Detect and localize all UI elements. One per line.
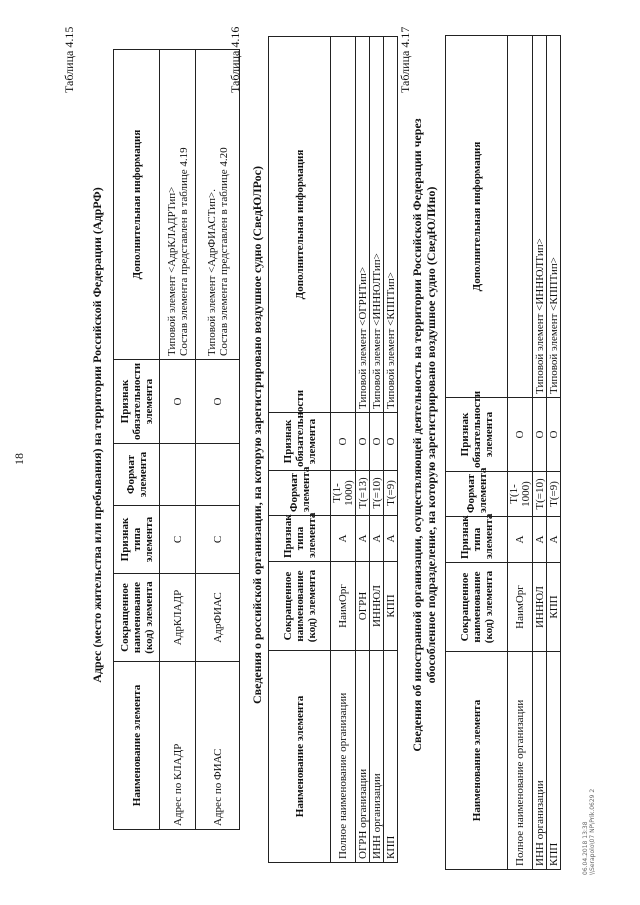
cell: ИНН организации xyxy=(370,651,384,863)
cell: О xyxy=(160,360,196,444)
table-416-caption: Сведения о российской организации, на которую зарегистрировано воздушное судно (СведЮЛРос) xyxy=(250,166,264,704)
table-417 xyxy=(445,35,561,870)
cell xyxy=(196,444,240,506)
table-row xyxy=(384,37,398,863)
table-row xyxy=(533,36,547,870)
cell: А xyxy=(547,517,561,563)
header-cell: Сокращенное наименование (код) элемента xyxy=(269,562,331,651)
cell: А xyxy=(384,516,398,562)
table-row xyxy=(370,37,384,863)
table-row xyxy=(196,50,240,830)
footer-stamp xyxy=(582,789,596,875)
cell: T(=9) xyxy=(547,472,561,517)
cell: КПП xyxy=(547,652,561,870)
cell: О xyxy=(356,413,370,471)
cell: Типовой элемент <КППТип> xyxy=(384,37,398,413)
cell: Типовой элемент <ИННЮЛТип> xyxy=(370,37,384,413)
cell: АдрФИАС xyxy=(196,574,240,662)
table-row xyxy=(160,50,196,830)
header-cell: Дополнительная информация xyxy=(269,37,331,413)
table-416 xyxy=(268,36,398,863)
cell: А xyxy=(508,517,533,563)
table-row xyxy=(547,36,561,870)
table-415 xyxy=(113,49,240,830)
cell-additional-info xyxy=(196,50,240,360)
header-cell: Наименование элемента xyxy=(114,662,160,830)
header-cell: Признак обязательности элемента xyxy=(446,398,508,472)
cell-line: Состав элемента представлен в таблице 4.19 xyxy=(177,147,190,356)
cell: T(=10) xyxy=(370,471,384,516)
cell: Адрес по КЛАДР xyxy=(160,662,196,830)
header-cell: Признак типа элемента xyxy=(446,517,508,563)
cell: Типовой элемент <КППТип> xyxy=(547,36,561,398)
cell: О xyxy=(331,413,356,471)
header-cell: Дополнительная информация xyxy=(446,36,508,398)
table-row xyxy=(508,36,533,870)
header-cell: Признак обязательности элемента xyxy=(114,360,160,444)
table-416-label: Таблица 4.16 xyxy=(228,26,242,93)
cell: А xyxy=(356,516,370,562)
cell-additional-info xyxy=(160,50,196,360)
cell: КПП xyxy=(384,651,398,863)
header-cell: Наименование элемента xyxy=(269,651,331,863)
cell: Адрес по ФИАС xyxy=(196,662,240,830)
page-number: 18 xyxy=(12,453,26,465)
cell-line: Типовой элемент <АдрКЛАДРТип> xyxy=(165,186,178,356)
cell: А xyxy=(533,517,547,563)
cell: АдрКЛАДР xyxy=(160,574,196,662)
table-415-label: Таблица 4.15 xyxy=(62,26,76,93)
cell: Полное наименование организации xyxy=(331,651,356,863)
cell: КПП xyxy=(384,562,398,651)
table-416-header xyxy=(269,37,331,863)
header-cell: Признак типа элемента xyxy=(269,516,331,562)
cell: О xyxy=(196,360,240,444)
cell: А xyxy=(331,516,356,562)
table-415-header xyxy=(114,50,160,830)
cell: О xyxy=(508,398,533,472)
header-cell: Дополнительная информация xyxy=(114,50,160,360)
cell: О xyxy=(370,413,384,471)
cell xyxy=(331,37,356,413)
caption-line: обособленное подразделение, на которую зарегистрировано воздушное судно (СведЮЛИно) xyxy=(424,186,438,684)
cell: О xyxy=(547,398,561,472)
table-417-caption xyxy=(410,55,438,815)
header-cell: Признак обязательности элемента xyxy=(269,413,331,471)
header-cell: Признак типа элемента xyxy=(114,506,160,574)
table-415-caption: Адрес (место жительства или пребывания) на территории Российской Федерации (АдрРФ) xyxy=(90,187,104,683)
cell: О xyxy=(384,413,398,471)
cell: ИННЮЛ xyxy=(370,562,384,651)
table-row xyxy=(356,37,370,863)
cell: О xyxy=(533,398,547,472)
table-417-label: Таблица 4.17 xyxy=(398,26,412,93)
cell: ИНН организации xyxy=(533,652,547,870)
cell: С xyxy=(196,506,240,574)
cell: T(1-1000) xyxy=(331,471,356,516)
cell: Полное наименование организации xyxy=(508,652,533,870)
cell: Типовой элемент <ОГРНТип> xyxy=(356,37,370,413)
cell: НаимОрг xyxy=(508,563,533,652)
cell: T(=9) xyxy=(384,471,398,516)
cell: С xyxy=(160,506,196,574)
table-row xyxy=(331,37,356,863)
header-cell: Наименование элемента xyxy=(446,652,508,870)
cell: T(=13) xyxy=(356,471,370,516)
header-cell: Формат элемента xyxy=(446,472,508,517)
cell: T(=10) xyxy=(533,472,547,517)
cell: ОГРН организации xyxy=(356,651,370,863)
cell: НаимОрг xyxy=(331,562,356,651)
cell: ОГРН xyxy=(356,562,370,651)
cell-line: Состав элемента представлен в таблице 4.20 xyxy=(217,147,230,356)
table-417-header xyxy=(446,36,508,870)
header-cell: Сокращенное наименование (код) элемента xyxy=(114,574,160,662)
header-cell: Формат элемента xyxy=(114,444,160,506)
cell xyxy=(160,444,196,506)
header-cell: Формат элемента xyxy=(269,471,331,516)
cell: А xyxy=(370,516,384,562)
cell: ИННЮЛ xyxy=(533,563,547,652)
cell: T(1-1000) xyxy=(508,472,533,517)
cell xyxy=(508,36,533,398)
stamp-line: 06.04.2018 13:38 xyxy=(582,821,589,875)
header-cell: Сокращенное наименование (код) элемента xyxy=(446,563,508,652)
cell: КПП xyxy=(547,563,561,652)
stamp-line: \\Serapolo\07 NP\Prik.0629 2 xyxy=(589,788,596,875)
cell-line: Типовой элемент <АдрФИАСТип>. xyxy=(205,189,218,356)
cell: Типовой элемент <ИННЮЛТип> xyxy=(533,36,547,398)
caption-line: Сведения об иностранной организации, осуществляющей деятельность на территории Российской Федерации через xyxy=(410,118,424,752)
